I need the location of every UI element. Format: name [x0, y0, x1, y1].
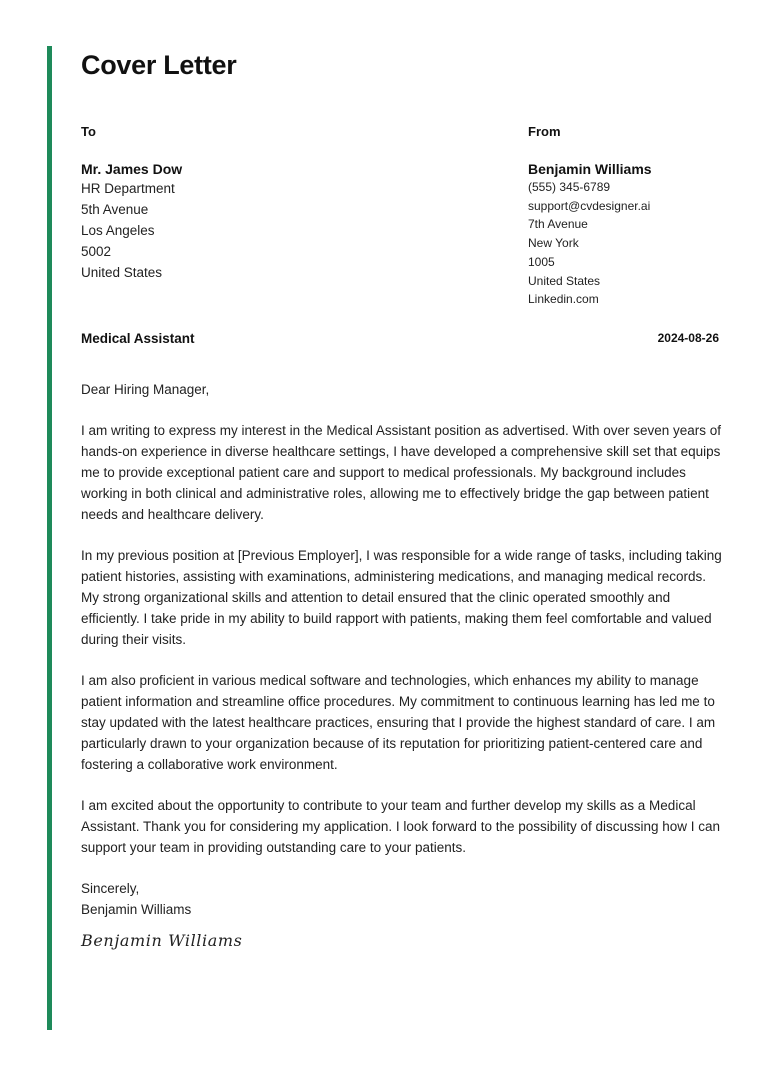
greeting: Dear Hiring Manager, — [81, 382, 210, 397]
sender-phone: (555) 345-6789 — [528, 180, 611, 194]
sender-city: New York — [528, 236, 579, 251]
recipient-name: Mr. James Dow — [81, 161, 183, 177]
page-title: Cover Letter — [81, 50, 237, 80]
sender-name: Benjamin Williams — [528, 161, 652, 177]
closing-name: Benjamin Williams — [81, 902, 192, 917]
body-paragraph: I am writing to express my interest in the Medical Assistant position as advertised. With over seven years of hands-on experience in diverse healthcare settings, I have developed a comprehensive skill set that equips me to provide exceptional patient care and support to medical professionals. My background includes working in both clinical and administrative roles, allowing me to effectively bridge the gap between patient needs and healthcare delivery. — [81, 423, 722, 522]
handwritten-signature: Benjamin Williams — [81, 931, 243, 950]
sender-country: United States — [528, 273, 601, 288]
recipient-block — [81, 124, 411, 283]
closing: Sincerely, — [81, 881, 140, 896]
recipient-city: Los Angeles — [81, 223, 155, 238]
sender-linkedin: Linkedin.com — [528, 292, 599, 307]
recipient-department: HR Department — [81, 181, 175, 196]
letter-subject: Medical Assistant — [81, 331, 195, 346]
sender-block — [528, 124, 738, 309]
body-paragraph: I am excited about the opportunity to contribute to your team and further develop my skills as a Medical Assistant. Thank you for considering my application. I look forward to the possibility of discussing how I can support your team in providing outstanding care to your patients. — [81, 798, 721, 855]
body-paragraph: In my previous position at [Previous Employer], I was responsible for a wide range of tasks, including taking patient histories, assisting with examinations, administering medications, and managing medical records. My strong organizational skills and attention to detail ensured that the clinic operated smoothly and efficiently. I take pride in my ability to build rapport with patients, making them feel comfortable and valued during their visits. — [81, 548, 722, 647]
letter-body — [81, 379, 724, 951]
accent-bar — [47, 46, 52, 1030]
sender-email: support@cvdesigner.ai — [528, 198, 651, 213]
sender-street: 7th Avenue — [528, 217, 588, 232]
letter-date: 2024-08-26 — [657, 331, 719, 345]
recipient-postal-code: 5002 — [81, 244, 112, 259]
to-heading: To — [81, 124, 96, 139]
recipient-country: United States — [81, 265, 163, 280]
recipient-street: 5th Avenue — [81, 202, 149, 217]
body-paragraph: I am also proficient in various medical software and technologies, which enhances my ability to manage patient information and streamline office procedures. My commitment to continuous learning has led me to stay updated with the latest healthcare practices, ensuring that I provide the highest standard of care. I am particularly drawn to your organization because of its reputation for prioritizing patient-centered care and fostering a collaborative work environment. — [81, 673, 716, 772]
sender-postal-code: 1005 — [528, 254, 555, 269]
from-heading: From — [528, 124, 561, 139]
